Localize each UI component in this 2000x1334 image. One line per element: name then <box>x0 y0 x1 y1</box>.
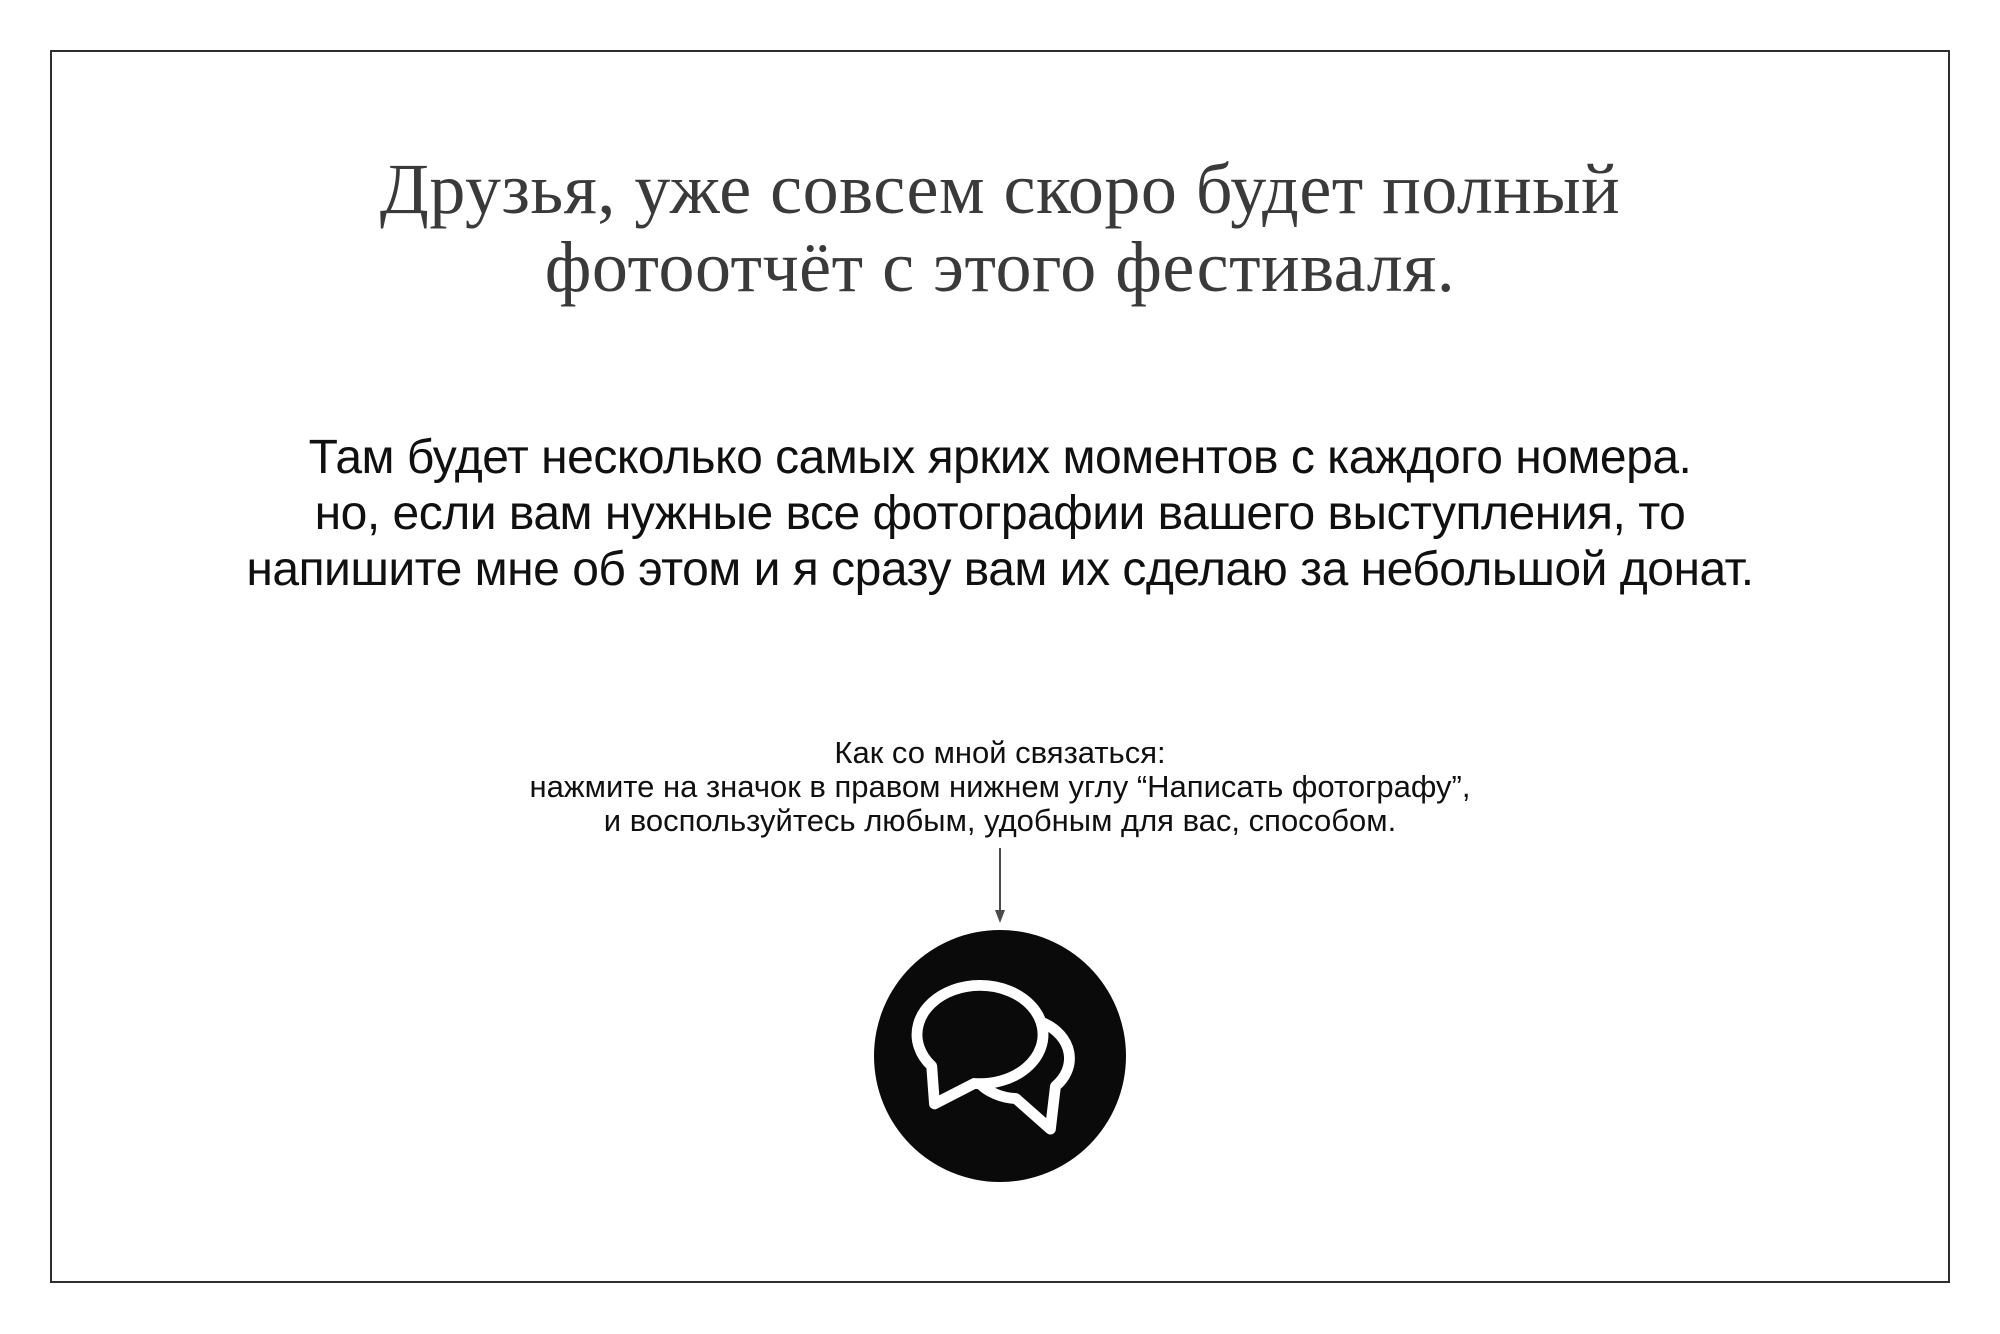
paragraph-line-2: но, если вам нужные все фотографии вашего выступления, то <box>314 487 1686 540</box>
chat-bubbles-icon <box>874 930 1126 1182</box>
contact-instructions <box>0 736 2000 838</box>
contact-line-1: Как со мной связаться: <box>834 735 1166 770</box>
contact-photographer-button[interactable] <box>874 930 1126 1182</box>
contact-line-2: нажмите на значок в правом нижнем углу “Написать фотографу”, <box>529 769 1471 804</box>
heading-line-2: фотоотчёт с этого фестиваля. <box>544 227 1456 307</box>
heading-line-1: Друзья, уже совсем скоро будет полный <box>379 149 1621 229</box>
down-arrow-head <box>995 910 1005 923</box>
contact-line-3: и воспользуйтесь любым, удобным для вас, способом. <box>603 803 1397 838</box>
paragraph-line-1: Там будет несколько самых ярких моментов с каждого номера. <box>308 431 1692 484</box>
paragraph-line-3: напишите мне об этом и я сразу вам их сделаю за небольшой донат. <box>246 543 1754 596</box>
body-paragraph <box>0 430 2000 598</box>
down-arrow-icon <box>991 848 1009 924</box>
heading <box>0 150 2000 306</box>
